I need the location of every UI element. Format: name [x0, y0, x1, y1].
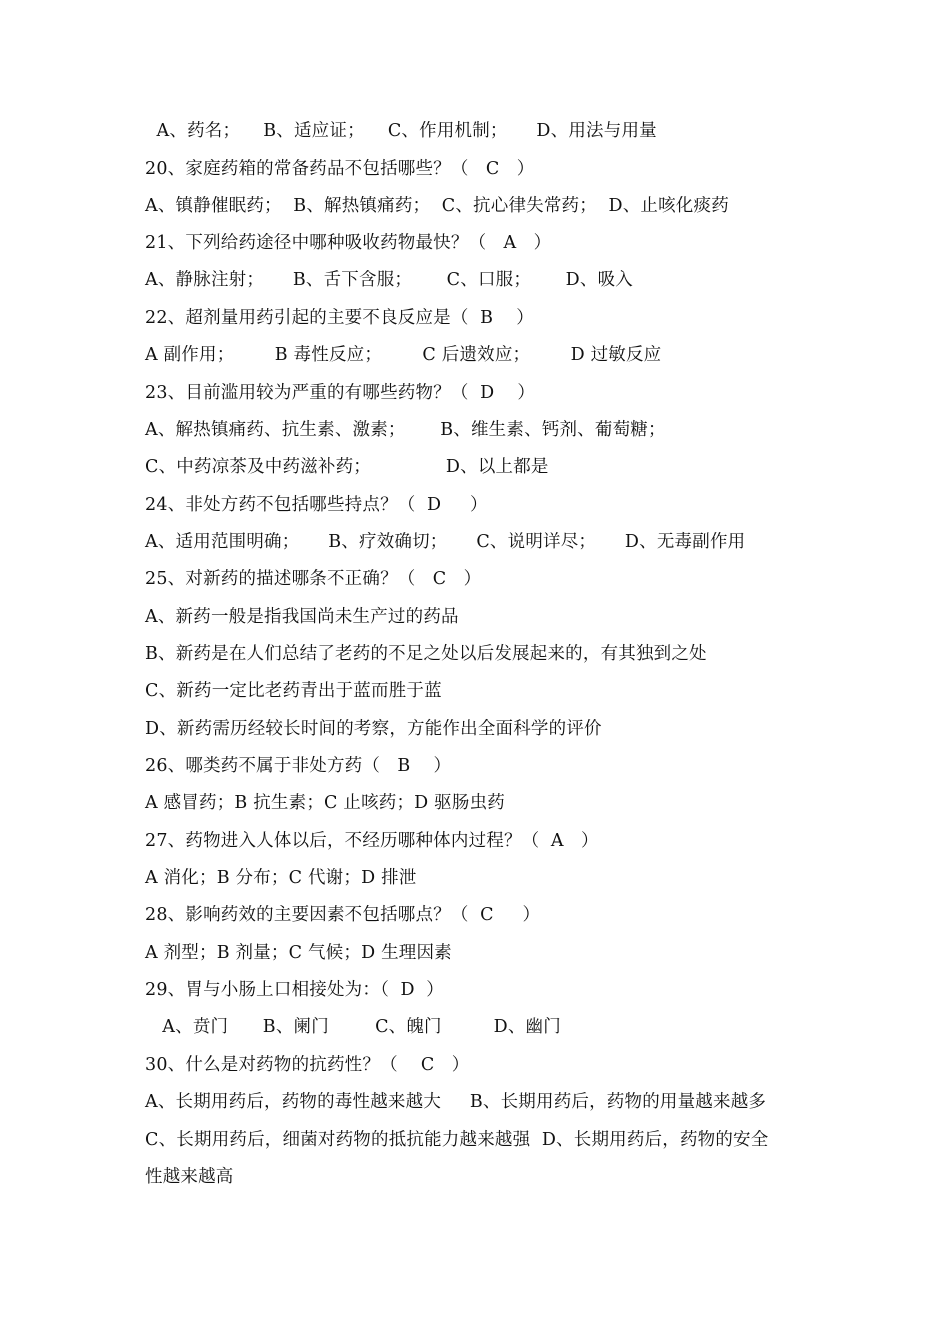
question-29-options: A、贲门 B、阑门 C、魄门 D、幽门 [145, 1017, 561, 1037]
question-30-options-ab: A、长期用药后，药物的毒性越来越大 B、长期用药后，药物的用量越来越多 [145, 1092, 767, 1112]
question-25-option-b: B、新药是在人们总结了老药的不足之处以后发展起来的，有其独到之处 [145, 644, 707, 664]
question-25-option-d: D、新药需历经较长时间的考察，方能作出全面科学的评价 [145, 719, 602, 739]
question-27-options: A 消化；B 分布；C 代谢；D 排泄 [145, 868, 417, 888]
question-27: 27、药物进入人体以后，不经历哪种体内过程？（ A ） [145, 831, 599, 851]
question-30-options-cd-continued: 性越来越高 [145, 1167, 234, 1187]
question-26-options: A 感冒药；B 抗生素；C 止咳药；D 驱肠虫药 [145, 793, 505, 813]
question-30: 30、什么是对药物的抗药性？（ C ） [145, 1055, 470, 1075]
question-22-options: A 副作用； B 毒性反应； C 后遗效应； D 过敏反应 [145, 345, 662, 365]
question-30-options-cd: C、长期用药后，细菌对药物的抵抗能力越来越强 D、长期用药后，药物的安全 [145, 1130, 769, 1150]
question-23-options-ab: A、解热镇痛药、抗生素、激素； B、维生素、钙剂、葡萄糖； [145, 420, 666, 440]
question-24: 24、非处方药不包括哪些持点？（ D ） [145, 495, 488, 515]
question-21: 21、下列给药途径中哪种吸收药物最快？（ A ） [145, 233, 552, 253]
question-19-options: A、药名； B、适应证； C、作用机制； D、用法与用量 [145, 121, 657, 141]
question-25-option-c: C、新药一定比老药青出于蓝而胜于蓝 [145, 681, 442, 701]
question-24-options: A、适用范围明确； B、疗效确切； C、说明详尽； D、无毒副作用 [145, 532, 746, 552]
question-22: 22、超剂量用药引起的主要不良反应是（ B ） [145, 308, 534, 328]
question-21-options: A、静脉注射； B、舌下含服； C、口服； D、吸入 [145, 270, 633, 290]
question-20-options: A、镇静催眠药； B、解热镇痛药； C、抗心律失常药； D、止咳化痰药 [145, 196, 729, 216]
question-25-option-a: A、新药一般是指我国尚未生产过的药品 [145, 607, 459, 627]
question-23: 23、目前滥用较为严重的有哪些药物？（ D ） [145, 383, 536, 403]
question-23-options-cd: C、中药凉茶及中药滋补药； D、以上都是 [145, 457, 549, 477]
question-28: 28、影响药效的主要因素不包括哪点？（ C ） [145, 905, 541, 925]
question-29: 29、胃与小肠上口相接处为：（ D ） [145, 980, 444, 1000]
question-28-options: A 剂型；B 剂量；C 气候；D 生理因素 [145, 943, 452, 963]
question-26: 26、哪类药不属于非处方药（ B ） [145, 756, 452, 776]
question-25: 25、对新药的描述哪条不正确？（ C ） [145, 569, 482, 589]
question-20: 20、家庭药箱的常备药品不包括哪些？（ C ） [145, 159, 535, 179]
